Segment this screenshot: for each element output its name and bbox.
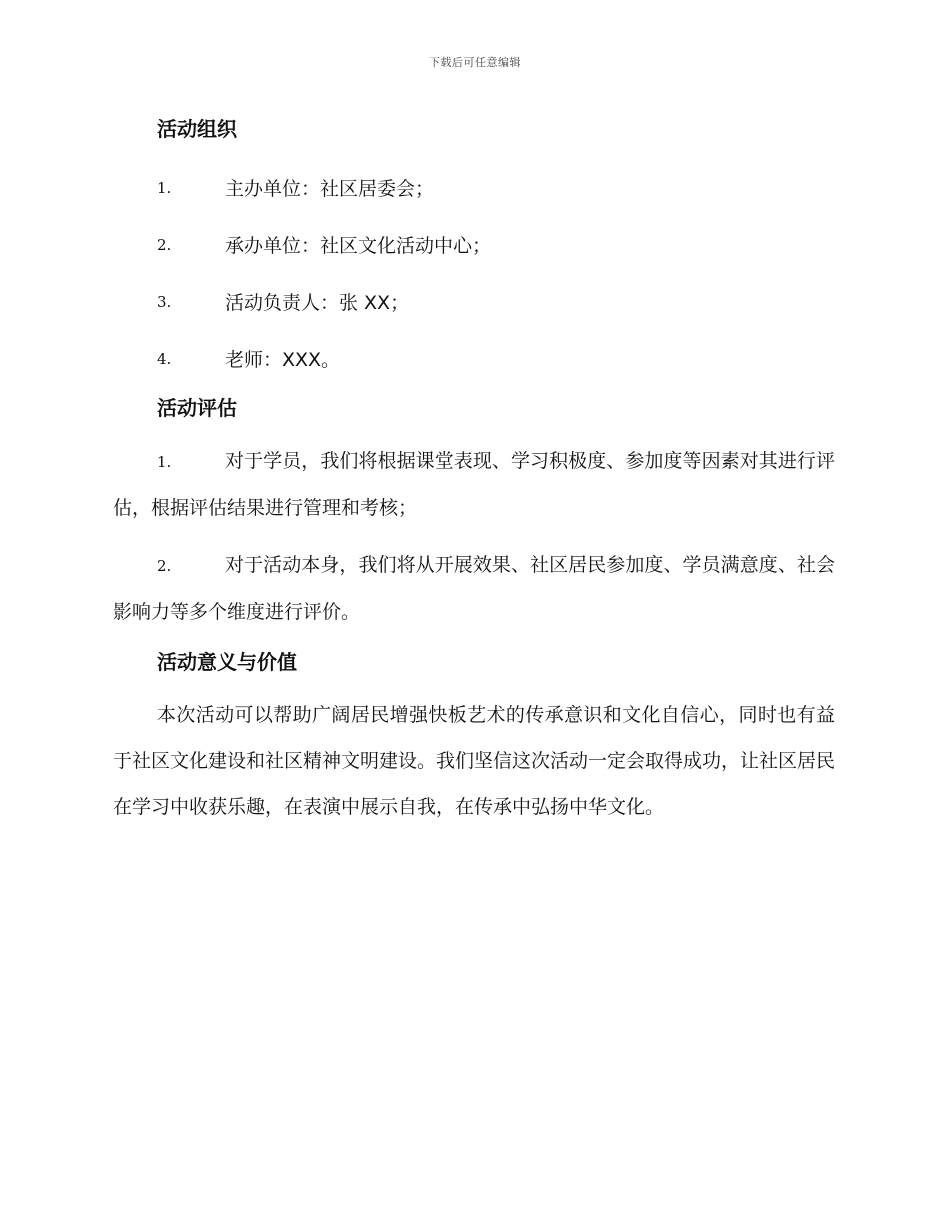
list-number: 2. bbox=[157, 557, 172, 575]
section-heading-evaluation: 活动评估 bbox=[157, 396, 237, 420]
document-body bbox=[113, 112, 835, 830]
list-text: 主办单位：社区居委会； bbox=[225, 178, 435, 200]
list-text: 对于活动本身，我们将从开展效果、社区居民参加度、学员满意度、社会影响力等多个维度进行评价。 bbox=[113, 554, 835, 623]
evaluation-item bbox=[113, 542, 835, 635]
section-heading-organization: 活动组织 bbox=[157, 117, 237, 141]
section-heading-significance: 活动意义与价值 bbox=[157, 650, 297, 674]
evaluation-item bbox=[113, 438, 835, 531]
list-text: 对于学员，我们将根据课堂表现、学习积极度、参加度等因素对其进行评估，根据评估结果进行管理和考核； bbox=[113, 450, 835, 519]
list-number: 3. bbox=[157, 292, 172, 311]
list-item bbox=[113, 216, 835, 273]
list-item bbox=[113, 330, 835, 387]
list-item bbox=[113, 159, 835, 216]
list-item bbox=[113, 273, 835, 330]
list-text: 老师：XXX。 bbox=[225, 349, 341, 371]
list-number: 1. bbox=[157, 453, 172, 471]
list-number: 4. bbox=[157, 349, 172, 368]
significance-paragraph: 本次活动可以帮助广阔居民增强快板艺术的传承意识和文化自信心，同时也有益于社区文化建设和社区精神文明建设。我们坚信这次活动一定会取得成功，让社区居民在学习中收获乐趣，在表演中展示自我，在传承中弘扬中华文化。 bbox=[113, 704, 836, 818]
list-number: 2. bbox=[157, 235, 172, 254]
header-note: 下载后可任意编辑 bbox=[429, 56, 521, 69]
list-text: 承办单位：社区文化活动中心； bbox=[225, 235, 492, 257]
list-text: 活动负责人：张 XX； bbox=[225, 292, 410, 314]
list-number: 1. bbox=[157, 178, 172, 197]
